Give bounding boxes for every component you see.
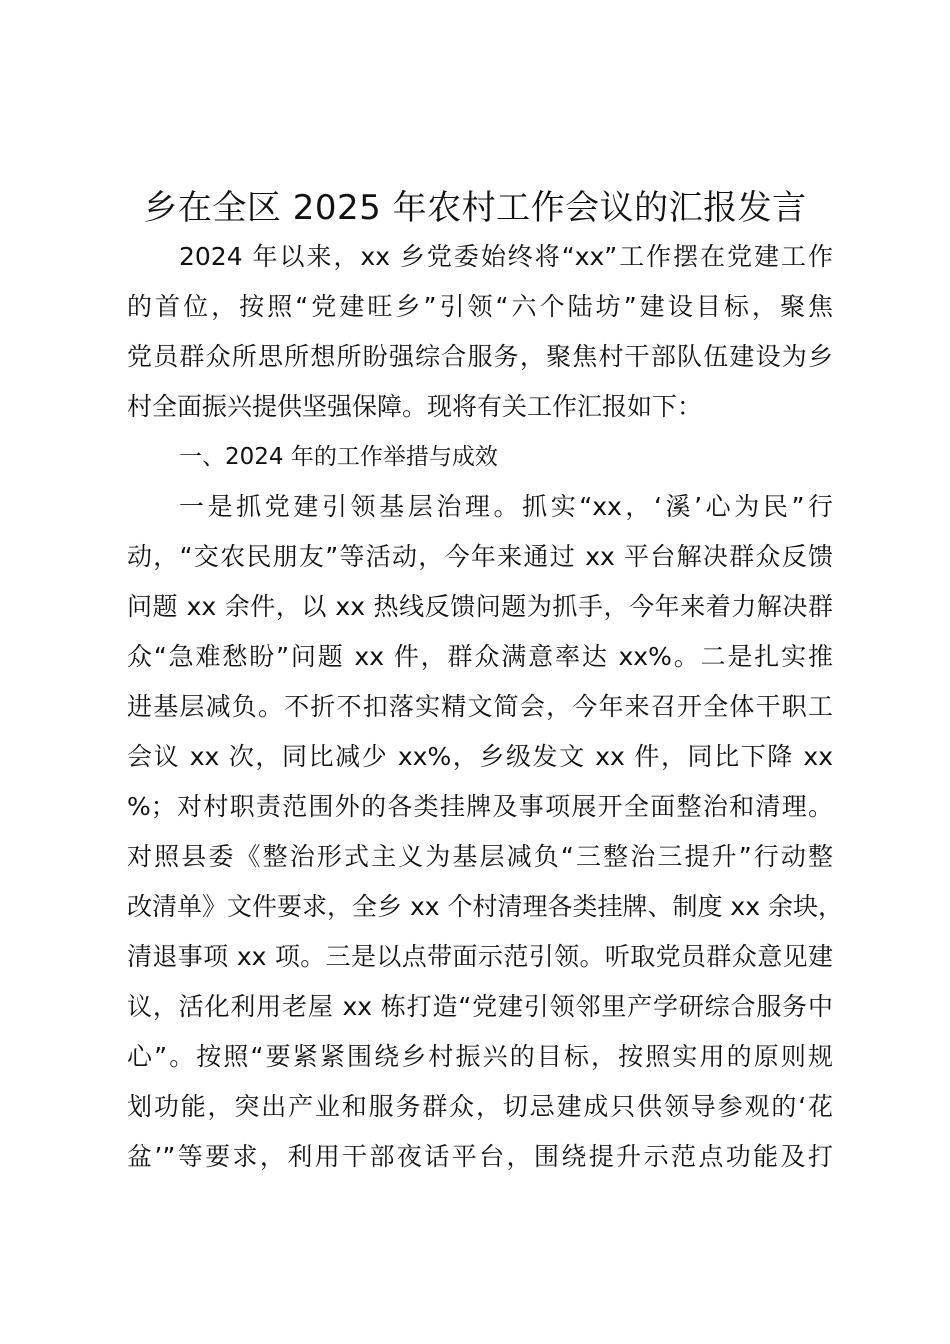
paragraph-line: 问题 xx 余件，以 xx 热线反馈问题为抓手，今年来着力解决群 (127, 592, 833, 621)
paragraph-line: %；对村职责范围外的各类挂牌及事项展开全面整治和清理。 (127, 792, 833, 821)
paragraph-line: 2024 年以来，xx 乡党委始终将“xx”工作摆在党建工作 (179, 242, 833, 271)
paragraph-line: 心”。按照“要紧紧围绕乡村振兴的目标，按照实用的原则规 (127, 1042, 833, 1071)
paragraph-line: 会议 xx 次，同比减少 xx%，乡级发文 xx 件，同比下降 xx (127, 742, 833, 771)
document-body (127, 232, 843, 1182)
paragraph-line: 盆’”等要求，利用干部夜话平台，围绕提升示范点功能及打 (127, 1142, 833, 1171)
paragraph-line: 村全面振兴提供坚强保障。现将有关工作汇报如下： (127, 392, 703, 421)
paragraph-line: 议，活化利用老屋 xx 栋打造“党建引领邻里产学研综合服务中 (127, 992, 833, 1021)
paragraph-line: 进基层减负。不折不扣落实精文简会，今年来召开全体干职工 (127, 692, 833, 721)
document-title: 乡在全区 2025 年农村工作会议的汇报发言 (143, 188, 807, 228)
paragraph-line: 清退事项 xx 项。三是以点带面示范引领。听取党员群众意见建 (127, 942, 833, 971)
paragraph-line: 改清单》文件要求，全乡 xx 个村清理各类挂牌、制度 xx 余块， (127, 892, 843, 921)
paragraph-line: 划功能，突出产业和服务群众，切忌建成只供领导参观的‘花 (127, 1092, 833, 1121)
paragraph-line: 一是抓党建引领基层治理。抓实“xx，‘溪’心为民”行 (179, 492, 833, 521)
paragraph-line: 的首位，按照“党建旺乡”引领“六个陆坊”建设目标，聚焦 (127, 292, 833, 321)
section-heading: 一、2024 年的工作举措与成效 (179, 444, 498, 470)
paragraph-line: 动，“交农民朋友”等活动，今年来通过 xx 平台解决群众反馈 (127, 542, 833, 571)
paragraph-line: 党员群众所思所想所盼强综合服务，聚焦村干部队伍建设为乡 (127, 342, 833, 371)
paragraph-line: 对照县委《整治形式主义为基层减负“三整治三提升”行动整 (127, 842, 833, 871)
paragraph-line: 众“急难愁盼”问题 xx 件，群众满意率达 xx%。二是扎实推 (127, 642, 833, 671)
